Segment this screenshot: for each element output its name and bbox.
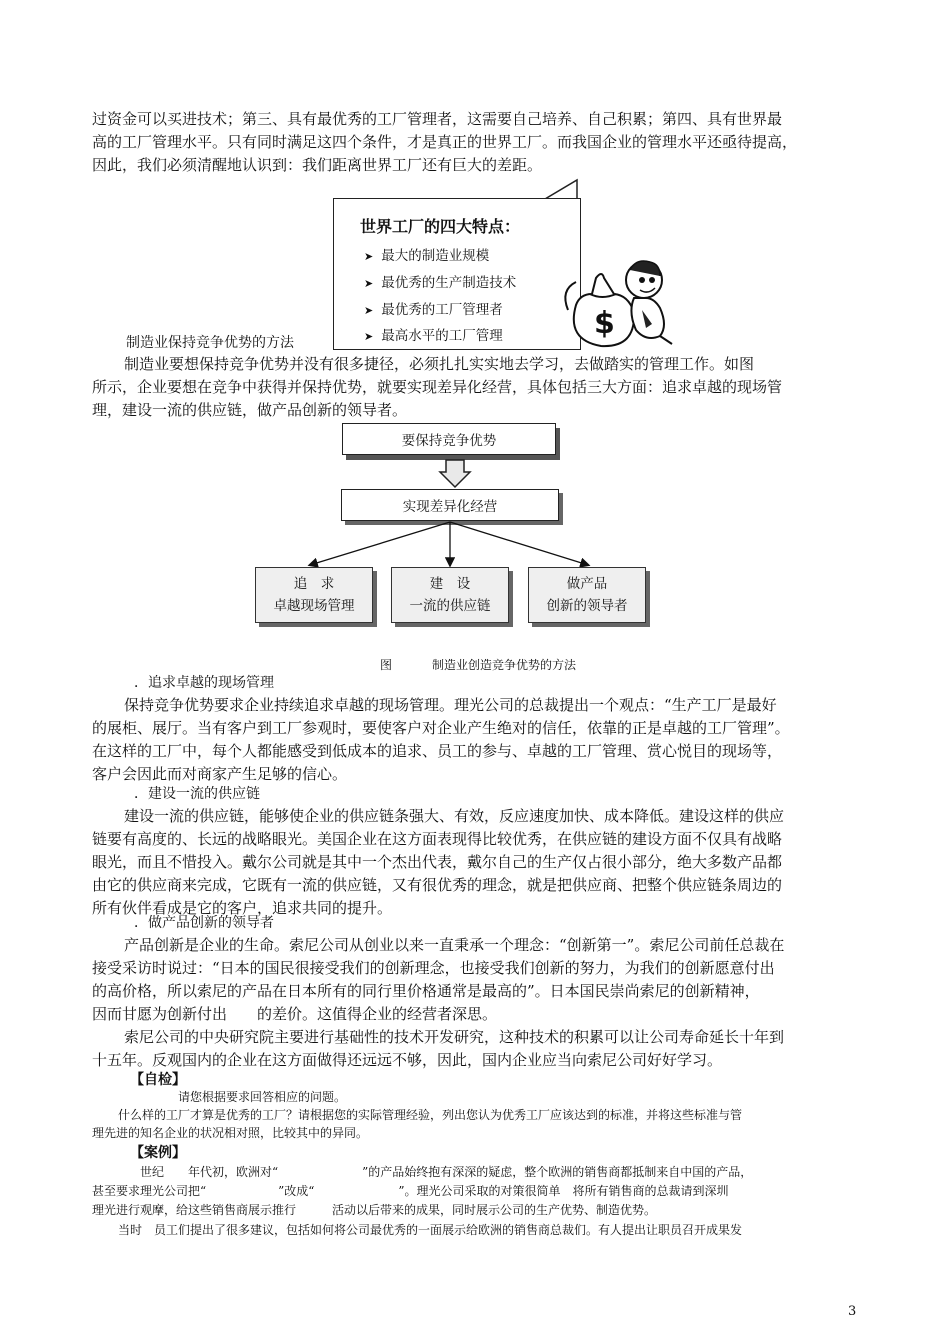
selfcheck-line-1: 请您根据要求回答相应的问题。: [178, 1090, 347, 1104]
arrow-bullet-icon: ➤: [364, 250, 374, 263]
section-heading: 制造业保持竞争优势的方法: [126, 335, 294, 351]
section-para-line-3: 理，建设一流的供应链，做产品创新的领导者。: [92, 401, 408, 419]
arrow-bullet-icon: ➤: [364, 277, 374, 290]
flow-branch-arrows: [260, 521, 680, 571]
case-line-2: 甚至要求理光公司把“ ”改成“ ”。理光公司采取的对策很简单 将所有销售商的总裁请到深圳: [92, 1184, 729, 1198]
case-line-1: 世纪 年代初，欧洲对“ ”的产品始终抱有深深的疑虑，整个欧洲的销售商都抵制来自中国的产品，: [140, 1165, 753, 1179]
callout-item: ➤ 最优秀的工厂管理者: [364, 302, 503, 318]
sub1-line-4: 客户会因此而对商家产生足够的信心。: [92, 765, 348, 783]
sub2-line-3: 眼光，而且不惜投入。戴尔公司就是其中一个杰出代表，戴尔自己的生产仅占很小部分，绝大多数产品都: [92, 853, 783, 871]
intro-line-1: 过资金可以买进技术；第三、具有最优秀的工厂管理者，这需要自己培养、自己积累；第四、具有世界最: [92, 110, 783, 128]
sub2-line-1: 建设一流的供应链，能够使企业的供应链条强大、有效，反应速度加快、成本降低。建设这样的供应: [124, 807, 785, 825]
intro-line-2: 高的工厂管理水平。只有同时满足这四个条件，才是真正的世界工厂。而我国企业的管理水平还亟待提高，: [92, 133, 798, 151]
flow-box-field-management: 追 求 卓越现场管理: [255, 567, 373, 623]
case-line-4: 当时 员工们提出了很多建议，包括如何将公司最优秀的一面展示给欧洲的销售商总裁们。有人提出让职员召开成果发: [118, 1223, 743, 1237]
sub2-line-2: 链要有高度的、长远的战略眼光。美国企业在这方面表现得比较优秀，在供应链的建设方面不仅具有战略: [92, 830, 783, 848]
sub3-heading: ．做产品创新的领导者: [134, 915, 274, 931]
section-para-line-2: 所示，企业要想在竞争中获得并保持优势，就要实现差异化经营，具体包括三大方面：追求卓越的现场管: [92, 378, 783, 396]
flow-box-supply-chain: 建 设 一流的供应链: [391, 567, 509, 623]
sub1-line-1: 保持竞争优势要求企业持续追求卓越的现场管理。理光公司的总裁提出一个观点：“生产工厂是最好: [124, 696, 777, 714]
figure-caption: 图 制造业创造竞争优势的方法: [380, 658, 577, 672]
section-para-line-1: 制造业要想保持竞争优势并没有很多捷径，必须扎扎实实地去学习，去做踏实的管理工作。如图: [124, 355, 755, 373]
sub3-line-4: 因而甘愿为创新付出 的差价。这值得企业的经营者深思。: [92, 1005, 498, 1023]
sub1-heading: ．追求卓越的现场管理: [134, 675, 274, 691]
sub2-line-4: 由它的供应商来完成，它既有一流的供应链，又有很优秀的理念，就是把供应商、把整个供应链条周边的: [92, 876, 783, 894]
sub2-heading: ．建设一流的供应链: [134, 786, 260, 802]
flow-middle-box: 实现差异化经营: [341, 489, 559, 521]
callout-item: ➤ 最高水平的工厂管理: [364, 328, 503, 344]
page-number: 3: [848, 1304, 857, 1319]
callout-item: ➤ 最优秀的生产制造技术: [364, 275, 517, 291]
intro-line-3: 因此，我们必须清醒地认识到：我们距离世界工厂还有巨大的差距。: [92, 156, 543, 174]
sub3-line-3: 的高价格，所以索尼的产品在日本所有的同行里价格通常是最高的”。日本国民崇尚索尼的创新精神，: [92, 982, 760, 1000]
flow-down-arrow-icon: [438, 459, 472, 489]
selfcheck-line-2: 什么样的工厂才算是优秀的工厂？请根据您的实际管理经验，列出您认为优秀工厂应该达到的标准，并将这些标准与管: [118, 1108, 743, 1122]
sub2-line-5: 所有伙伴看成是它的客户，追求共同的提升。: [92, 899, 393, 917]
case-line-3: 理光进行观摩，给这些销售商展示推行 活动以后带来的成果，同时展示公司的生产优势、制造优势。: [92, 1203, 657, 1217]
selfcheck-line-3: 理先进的知名企业的状况相对照，比较其中的异同。: [92, 1126, 369, 1140]
case-heading: 【案例】: [130, 1145, 186, 1161]
svg-text:$: $: [594, 306, 615, 341]
sub3-line-1: 产品创新是企业的生命。索尼公司从创业以来一直秉承一个理念：“创新第一”。索尼公司前任总裁在: [124, 936, 785, 954]
sub1-line-2: 的展柜、展厅。当有客户到工厂参观时，要使客户对企业产生绝对的信任，依靠的正是卓越的工厂管理”。: [92, 719, 790, 737]
sub3-line-5: 索尼公司的中央研究院主要进行基础性的技术开发研究，这种技术的积累可以让公司寿命延长十年到: [124, 1028, 785, 1046]
callout-title: 世界工厂的四大特点：: [360, 217, 521, 236]
sub3-line-6: 十五年。反观国内的企业在这方面做得还远远不够，因此，国内企业应当向索尼公司好好学习。: [92, 1051, 723, 1069]
arrow-bullet-icon: ➤: [364, 330, 374, 343]
arrow-bullet-icon: ➤: [364, 304, 374, 317]
sub1-line-3: 在这样的工厂中，每个人都能感受到低成本的追求、员工的参与、卓越的工厂管理、赏心悦目的现场等，: [92, 742, 783, 760]
flow-top-box: 要保持竞争优势: [342, 423, 556, 455]
selfcheck-heading: 【自检】: [130, 1072, 186, 1088]
sub3-line-2: 接受采访时说过：“日本的国民很接受我们的创新理念，也接受我们创新的努力，为我们的创新愿意付出: [92, 959, 775, 977]
callout-tab-shape: [545, 178, 579, 198]
world-factory-callout: [333, 198, 581, 350]
callout-item: ➤ 最大的制造业规模: [364, 248, 490, 264]
flow-box-innovation: 做产品 创新的领导者: [528, 567, 646, 623]
money-bag-cartoon-icon: [556, 250, 676, 350]
